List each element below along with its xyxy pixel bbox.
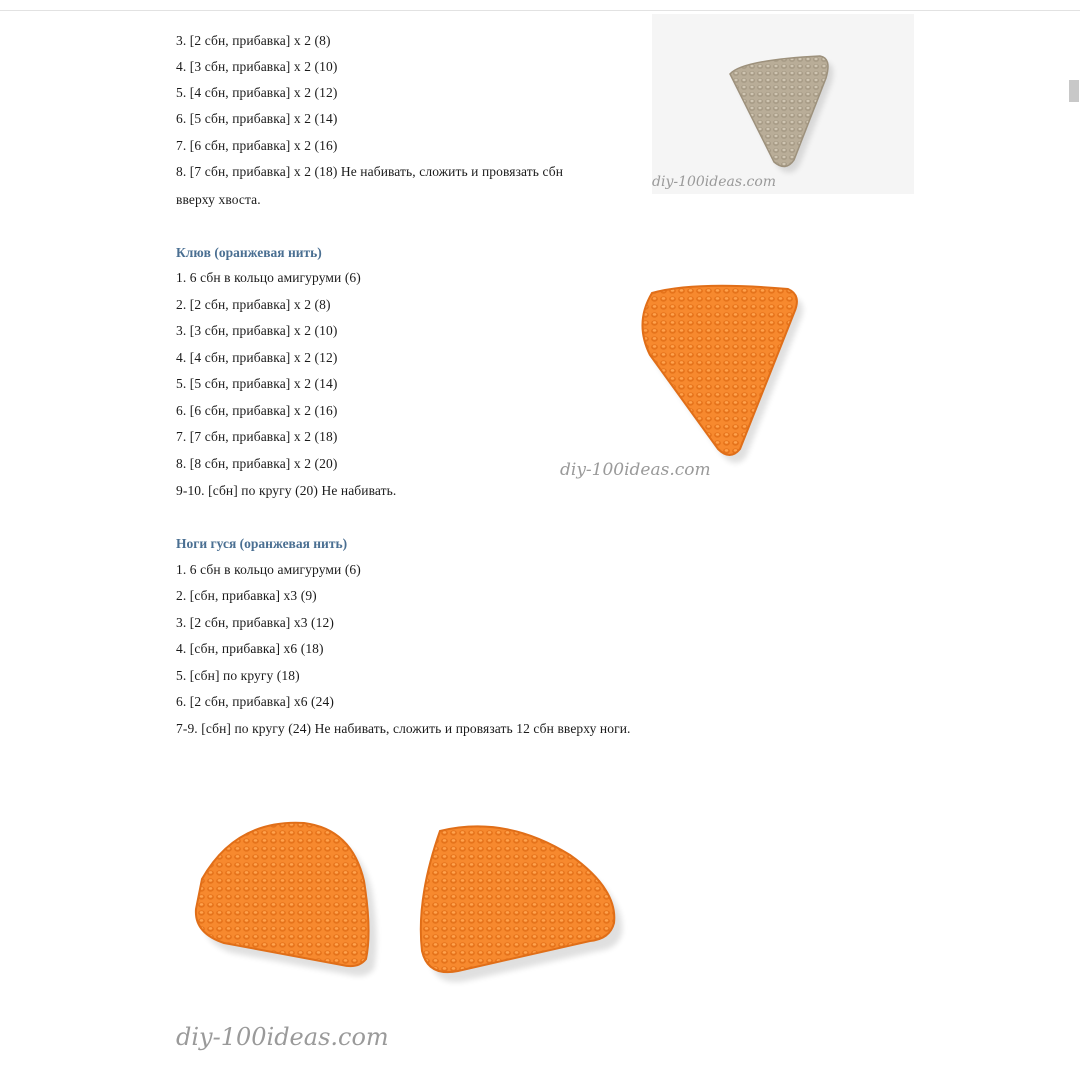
instruction-line: 1. 6 сбн в кольцо амигуруми (6) <box>176 562 361 577</box>
instruction-line: 8. [7 сбн, прибавка] х 2 (18) Не набивать, сложить и провязать сбн <box>176 164 564 179</box>
instruction-line: 2. [2 сбн, прибавка] х 2 (8) <box>176 297 331 312</box>
instruction-line: 4. [3 сбн, прибавка] х 2 (10) <box>176 59 338 74</box>
instruction-line: 3. [3 сбн, прибавка] х 2 (10) <box>176 323 338 338</box>
instruction-line: 3. [2 сбн, прибавка] х3 (12) <box>176 615 334 630</box>
instruction-line: 7. [6 сбн, прибавка] х 2 (16) <box>176 138 338 153</box>
section-heading: Клюв (оранжевая нить) <box>176 245 322 260</box>
legs-photo <box>170 805 640 1065</box>
watermark-text: diy-100ideas.com <box>560 460 711 480</box>
top-divider <box>0 10 1080 11</box>
instruction-line: 4. [сбн, прибавка] х6 (18) <box>176 641 324 656</box>
watermark-text: diy-100ideas.com <box>652 174 777 190</box>
instruction-line: 3. [2 сбн, прибавка] х 2 (8) <box>176 33 331 48</box>
instruction-line: 1. 6 сбн в кольцо амигуруми (6) <box>176 270 361 285</box>
instruction-line: 6. [2 сбн, прибавка] х6 (24) <box>176 694 334 709</box>
instruction-line: 4. [4 сбн, прибавка] х 2 (12) <box>176 350 338 365</box>
instruction-line: 6. [6 сбн, прибавка] х 2 (16) <box>176 403 338 418</box>
instruction-line: 2. [сбн, прибавка] х3 (9) <box>176 588 317 603</box>
watermark-text: diy-100ideas.com <box>176 1023 389 1051</box>
instruction-line: вверху хвоста. <box>176 192 261 207</box>
instruction-line: 8. [8 сбн, прибавка] х 2 (20) <box>176 456 338 471</box>
instruction-line: 5. [4 сбн, прибавка] х 2 (12) <box>176 85 338 100</box>
instruction-line: 6. [5 сбн, прибавка] х 2 (14) <box>176 111 338 126</box>
instruction-line: 5. [5 сбн, прибавка] х 2 (14) <box>176 376 338 391</box>
instruction-line: 5. [сбн] по кругу (18) <box>176 668 300 683</box>
section-heading: Ноги гуся (оранжевая нить) <box>176 536 348 551</box>
instruction-line: 9-10. [сбн] по кругу (20) Не набивать. <box>176 483 397 498</box>
scrollbar-thumb[interactable] <box>1069 80 1079 102</box>
instruction-line: 7-9. [сбн] по кругу (24) Не набивать, сложить и провязать 12 сбн вверху ноги. <box>176 721 631 736</box>
beak-photo <box>560 255 810 485</box>
tail-photo <box>652 14 914 194</box>
instruction-line: 7. [7 сбн, прибавка] х 2 (18) <box>176 429 338 444</box>
